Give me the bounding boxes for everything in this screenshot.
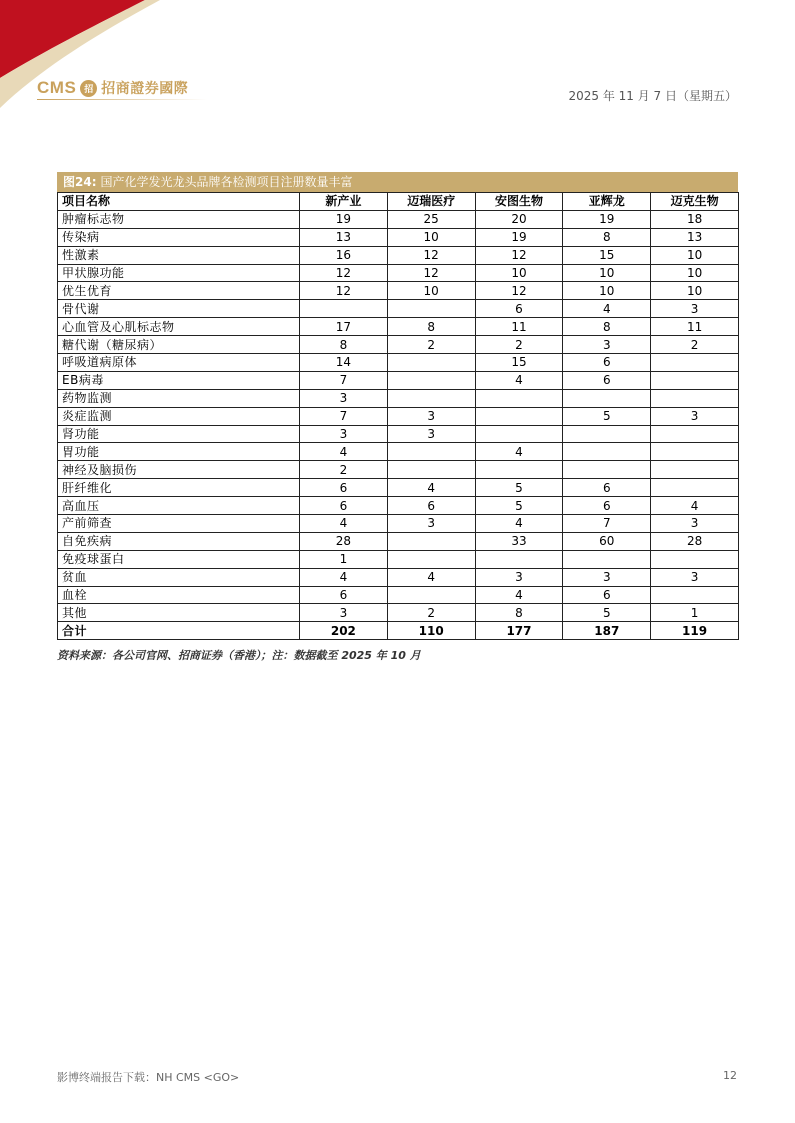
- value-cell: 6: [563, 479, 651, 497]
- value-cell: 17: [300, 318, 388, 336]
- value-cell: 19: [300, 210, 388, 228]
- value-cell: 6: [387, 497, 475, 515]
- value-cell: 19: [475, 228, 563, 246]
- column-header: 迈克生物: [651, 193, 739, 211]
- table-row: [58, 282, 739, 300]
- column-header: 安图生物: [475, 193, 563, 211]
- table-row: [58, 300, 739, 318]
- registration-table: [57, 192, 739, 640]
- value-cell: [475, 550, 563, 568]
- value-cell: 3: [387, 407, 475, 425]
- value-cell: 3: [387, 515, 475, 533]
- value-cell: 11: [475, 318, 563, 336]
- logo-mark-icon: 招: [80, 80, 97, 97]
- value-cell: 13: [300, 228, 388, 246]
- table-row: [58, 389, 739, 407]
- value-cell: 10: [387, 282, 475, 300]
- value-cell: 3: [300, 425, 388, 443]
- value-cell: 19: [563, 210, 651, 228]
- table-row: [58, 318, 739, 336]
- value-cell: 2: [300, 461, 388, 479]
- row-label-cell: 高血压: [58, 497, 300, 515]
- column-header: 迈瑞医疗: [387, 193, 475, 211]
- table-row: [58, 336, 739, 354]
- value-cell: 1: [300, 550, 388, 568]
- column-header: 亚辉龙: [563, 193, 651, 211]
- value-cell: 6: [563, 371, 651, 389]
- value-cell: [651, 371, 739, 389]
- value-cell: 2: [387, 336, 475, 354]
- value-cell: 6: [300, 497, 388, 515]
- value-cell: 8: [563, 318, 651, 336]
- value-cell: [651, 389, 739, 407]
- value-cell: 4: [475, 443, 563, 461]
- row-label-cell: 胃功能: [58, 443, 300, 461]
- value-cell: [563, 389, 651, 407]
- figure-label: 图24:: [63, 175, 97, 189]
- value-cell: 3: [563, 568, 651, 586]
- value-cell: 10: [651, 264, 739, 282]
- row-label-cell: 肾功能: [58, 425, 300, 443]
- value-cell: [387, 461, 475, 479]
- value-cell: 4: [300, 568, 388, 586]
- value-cell: 3: [387, 425, 475, 443]
- corner-decoration: [0, 0, 160, 120]
- value-cell: 5: [563, 604, 651, 622]
- table-row: [58, 371, 739, 389]
- value-cell: 11: [651, 318, 739, 336]
- table-row: [58, 515, 739, 533]
- table-row: [58, 461, 739, 479]
- table-row: [58, 407, 739, 425]
- value-cell: [387, 371, 475, 389]
- value-cell: 5: [563, 407, 651, 425]
- value-cell: 1: [651, 604, 739, 622]
- value-cell: 4: [300, 515, 388, 533]
- value-cell: [475, 389, 563, 407]
- value-cell: 119: [651, 622, 739, 640]
- value-cell: 3: [651, 300, 739, 318]
- value-cell: 4: [300, 443, 388, 461]
- value-cell: 12: [475, 282, 563, 300]
- value-cell: 4: [563, 300, 651, 318]
- figure-caption: [57, 172, 738, 192]
- value-cell: 28: [651, 532, 739, 550]
- value-cell: 6: [300, 586, 388, 604]
- value-cell: 12: [387, 246, 475, 264]
- footer-download-note: 影博终端报告下载：NH CMS <GO>: [57, 1071, 240, 1084]
- row-label-cell: 其他: [58, 604, 300, 622]
- value-cell: 10: [651, 246, 739, 264]
- value-cell: [651, 443, 739, 461]
- table-row: [58, 568, 739, 586]
- value-cell: 60: [563, 532, 651, 550]
- row-label-cell: 神经及脑损伤: [58, 461, 300, 479]
- value-cell: 6: [300, 479, 388, 497]
- table-row: [58, 228, 739, 246]
- value-cell: 25: [387, 210, 475, 228]
- value-cell: [300, 300, 388, 318]
- value-cell: [651, 550, 739, 568]
- value-cell: 33: [475, 532, 563, 550]
- value-cell: 14: [300, 354, 388, 372]
- table-header-row: [58, 193, 739, 211]
- row-label-cell: 肝纤维化: [58, 479, 300, 497]
- value-cell: 15: [563, 246, 651, 264]
- value-cell: 12: [300, 282, 388, 300]
- value-cell: 16: [300, 246, 388, 264]
- value-cell: 18: [651, 210, 739, 228]
- value-cell: [651, 479, 739, 497]
- value-cell: 10: [563, 282, 651, 300]
- table-total-row: [58, 622, 739, 640]
- value-cell: [651, 461, 739, 479]
- value-cell: [387, 550, 475, 568]
- row-label-cell: 免疫球蛋白: [58, 550, 300, 568]
- value-cell: 7: [300, 407, 388, 425]
- value-cell: [475, 425, 563, 443]
- value-cell: 6: [563, 586, 651, 604]
- row-label-cell: 糖代谢（糖尿病）: [58, 336, 300, 354]
- value-cell: 10: [651, 282, 739, 300]
- value-cell: 3: [300, 604, 388, 622]
- value-cell: [651, 425, 739, 443]
- value-cell: 12: [387, 264, 475, 282]
- value-cell: 3: [475, 568, 563, 586]
- value-cell: 202: [300, 622, 388, 640]
- value-cell: [387, 389, 475, 407]
- value-cell: 2: [651, 336, 739, 354]
- value-cell: 177: [475, 622, 563, 640]
- value-cell: 6: [563, 354, 651, 372]
- value-cell: 13: [651, 228, 739, 246]
- value-cell: [387, 354, 475, 372]
- row-label-cell: 产前筛查: [58, 515, 300, 533]
- value-cell: [651, 586, 739, 604]
- column-header: 项目名称: [58, 193, 300, 211]
- table-row: [58, 497, 739, 515]
- value-cell: [563, 425, 651, 443]
- figure-title: 国产化学发光龙头品牌各检测项目注册数量丰富: [100, 175, 353, 189]
- value-cell: 187: [563, 622, 651, 640]
- value-cell: 110: [387, 622, 475, 640]
- value-cell: 4: [387, 479, 475, 497]
- value-cell: 8: [387, 318, 475, 336]
- value-cell: 4: [475, 371, 563, 389]
- value-cell: [387, 300, 475, 318]
- value-cell: 12: [300, 264, 388, 282]
- row-label-cell: 甲状腺功能: [58, 264, 300, 282]
- row-label-cell: 心血管及心肌标志物: [58, 318, 300, 336]
- row-label-cell: 自免疾病: [58, 532, 300, 550]
- report-date: 2025 年 11 月 7 日（星期五）: [568, 89, 737, 103]
- row-label-cell: 炎症监测: [58, 407, 300, 425]
- table-row: [58, 425, 739, 443]
- table-row: [58, 479, 739, 497]
- row-label-cell: 传染病: [58, 228, 300, 246]
- value-cell: [651, 354, 739, 372]
- value-cell: 15: [475, 354, 563, 372]
- row-label-cell: 肿瘤标志物: [58, 210, 300, 228]
- value-cell: 4: [475, 515, 563, 533]
- value-cell: 4: [387, 568, 475, 586]
- logo-chinese-text: 招商證券國際: [101, 81, 189, 97]
- page-number: 12: [723, 1069, 737, 1082]
- table-row: [58, 210, 739, 228]
- value-cell: 10: [475, 264, 563, 282]
- value-cell: [563, 443, 651, 461]
- value-cell: 3: [300, 389, 388, 407]
- row-label-cell: 性激素: [58, 246, 300, 264]
- value-cell: 8: [300, 336, 388, 354]
- table-row: [58, 264, 739, 282]
- value-cell: 3: [563, 336, 651, 354]
- row-label-cell: 合计: [58, 622, 300, 640]
- row-label-cell: 优生优育: [58, 282, 300, 300]
- logo-cms-text: CMS: [37, 78, 77, 97]
- value-cell: 7: [563, 515, 651, 533]
- value-cell: 8: [563, 228, 651, 246]
- row-label-cell: 血栓: [58, 586, 300, 604]
- row-label-cell: 骨代谢: [58, 300, 300, 318]
- table-row: [58, 550, 739, 568]
- value-cell: 6: [563, 497, 651, 515]
- value-cell: 3: [651, 515, 739, 533]
- header-rule: [37, 99, 207, 100]
- value-cell: 10: [563, 264, 651, 282]
- value-cell: 4: [651, 497, 739, 515]
- value-cell: [387, 586, 475, 604]
- table-row: [58, 586, 739, 604]
- value-cell: [563, 550, 651, 568]
- value-cell: 6: [475, 300, 563, 318]
- value-cell: 5: [475, 497, 563, 515]
- value-cell: 2: [387, 604, 475, 622]
- table-row: [58, 604, 739, 622]
- table-row: [58, 246, 739, 264]
- value-cell: 10: [387, 228, 475, 246]
- value-cell: 12: [475, 246, 563, 264]
- row-label-cell: 药物监测: [58, 389, 300, 407]
- value-cell: 28: [300, 532, 388, 550]
- row-label-cell: 贫血: [58, 568, 300, 586]
- value-cell: 20: [475, 210, 563, 228]
- table-row: [58, 443, 739, 461]
- value-cell: [387, 443, 475, 461]
- value-cell: 3: [651, 568, 739, 586]
- value-cell: 8: [475, 604, 563, 622]
- value-cell: 5: [475, 479, 563, 497]
- column-header: 新产业: [300, 193, 388, 211]
- value-cell: 3: [651, 407, 739, 425]
- value-cell: [387, 532, 475, 550]
- table-row: [58, 354, 739, 372]
- source-note: 资料来源：各公司官网、招商证券（香港）；注：数据截至 2025 年 10 月: [57, 649, 421, 662]
- value-cell: [475, 407, 563, 425]
- value-cell: 7: [300, 371, 388, 389]
- row-label-cell: EB病毒: [58, 371, 300, 389]
- table-row: [58, 532, 739, 550]
- brand-logo: [37, 78, 188, 98]
- row-label-cell: 呼吸道病原体: [58, 354, 300, 372]
- value-cell: 4: [475, 586, 563, 604]
- value-cell: [563, 461, 651, 479]
- value-cell: 2: [475, 336, 563, 354]
- value-cell: [475, 461, 563, 479]
